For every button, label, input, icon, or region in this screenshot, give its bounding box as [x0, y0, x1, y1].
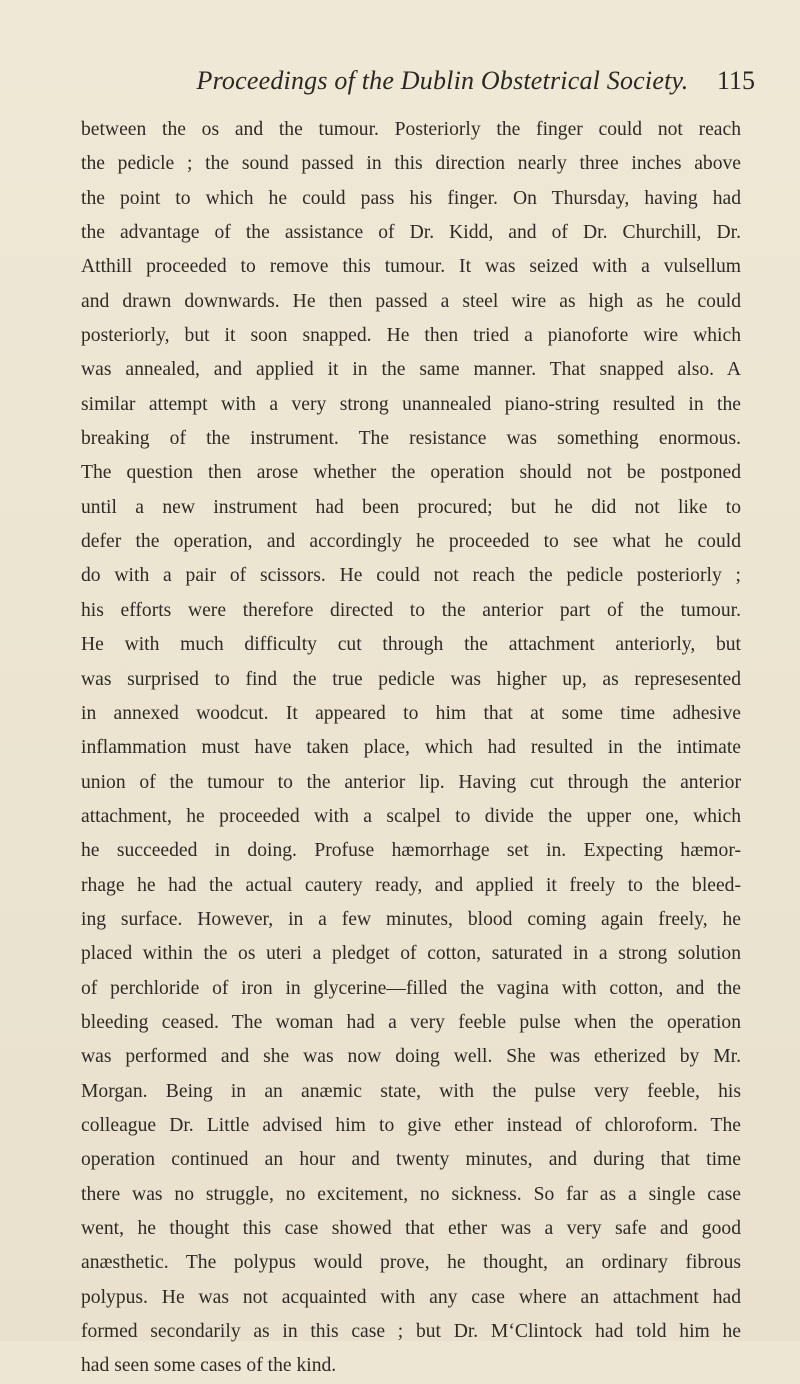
- text-line: rhage he had the actual cautery ready, and applied it freely to the bleed-: [81, 874, 741, 896]
- text-line: anæsthetic. The polypus would prove, he thought, an ordinary fibrous: [81, 1252, 741, 1274]
- text-line: attachment, he proceeded with a scalpel to divide the upper one, which: [81, 805, 741, 827]
- text-line: posteriorly, but it soon snapped. He then tried a pianoforte wire which: [81, 325, 741, 347]
- text-line: and drawn downwards. He then passed a steel wire as high as he could: [81, 290, 741, 312]
- text-line: between the os and the tumour. Posteriorly the finger could not reach: [81, 119, 741, 140]
- text-line: defer the operation, and accordingly he proceeded to see what he could: [81, 531, 741, 553]
- text-line: operation continued an hour and twenty minutes, and during that time: [81, 1149, 741, 1171]
- text-line: went, he thought this case showed that ether was a very safe and good: [81, 1218, 741, 1239]
- text-line: his efforts were therefore directed to the anterior part of the tumour.: [81, 599, 741, 621]
- text-line: had seen some cases of the kind.: [81, 1355, 337, 1377]
- text-line: was annealed, and applied it in the same manner. That snapped also. A: [81, 359, 741, 381]
- body-text: [81, 113, 741, 1384]
- text-line: he succeeded in doing. Profuse hæmorrhage set in. Expecting hæmor-: [81, 840, 741, 862]
- text-line: ing surface. However, in a few minutes, blood coming again freely, he: [81, 908, 741, 930]
- text-line: there was no struggle, no excitement, no sickness. So far as a single case: [81, 1183, 741, 1205]
- text-line: do with a pair of scissors. He could not reach the pedicle posteriorly ;: [81, 565, 741, 587]
- text-line: bleeding ceased. The woman had a very feeble pulse when the operation: [81, 1011, 741, 1033]
- text-line: Atthill proceeded to remove this tumour. It was seized with a vulsellum: [81, 256, 741, 278]
- text-line: similar attempt with a very strong unannealed piano-string resulted in the: [81, 393, 741, 415]
- text-line: until a new instrument had been procured; but he did not like to: [81, 496, 741, 518]
- text-line: He with much difficulty cut through the attachment anteriorly, but: [81, 634, 741, 656]
- text-line: The question then arose whether the operation should not be postponed: [81, 462, 741, 484]
- text-line: formed secondarily as in this case ; but Dr. M‘Clintock had told him he: [81, 1321, 741, 1343]
- text-line: placed within the os uteri a pledget of cotton, saturated in a strong solution: [81, 943, 741, 965]
- text-line: inflammation must have taken place, which had resulted in the intimate: [81, 737, 741, 759]
- running-header: [130, 66, 755, 106]
- page-number: 115: [716, 66, 755, 95]
- text-line: polypus. He was not acquainted with any case where an attachment had: [81, 1286, 741, 1308]
- text-line: was surprised to find the true pedicle was higher up, as represesented: [81, 668, 741, 690]
- text-line: the point to which he could pass his finger. On Thursday, having had: [81, 187, 741, 209]
- text-line: in annexed woodcut. It appeared to him that at some time adhesive: [81, 702, 741, 724]
- text-line: union of the tumour to the anterior lip. Having cut through the anterior: [81, 771, 741, 793]
- text-line: the advantage of the assistance of Dr. Kidd, and of Dr. Churchill, Dr.: [81, 222, 741, 244]
- text-line: of perchloride of iron in glycerine—filled the vagina with cotton, and the: [81, 977, 741, 999]
- text-line: was performed and she was now doing well. She was etherized by Mr.: [81, 1046, 741, 1068]
- text-line: the pedicle ; the sound passed in this direction nearly three inches above: [81, 153, 741, 175]
- text-line: Morgan. Being in an anæmic state, with the pulse very feeble, his: [81, 1080, 741, 1102]
- running-title: Proceedings of the Dublin Obstetrical Society.: [196, 66, 689, 95]
- text-line: breaking of the instrument. The resistance was something enormous.: [81, 428, 741, 450]
- text-line: colleague Dr. Little advised him to give ether instead of chloroform. The: [81, 1114, 741, 1136]
